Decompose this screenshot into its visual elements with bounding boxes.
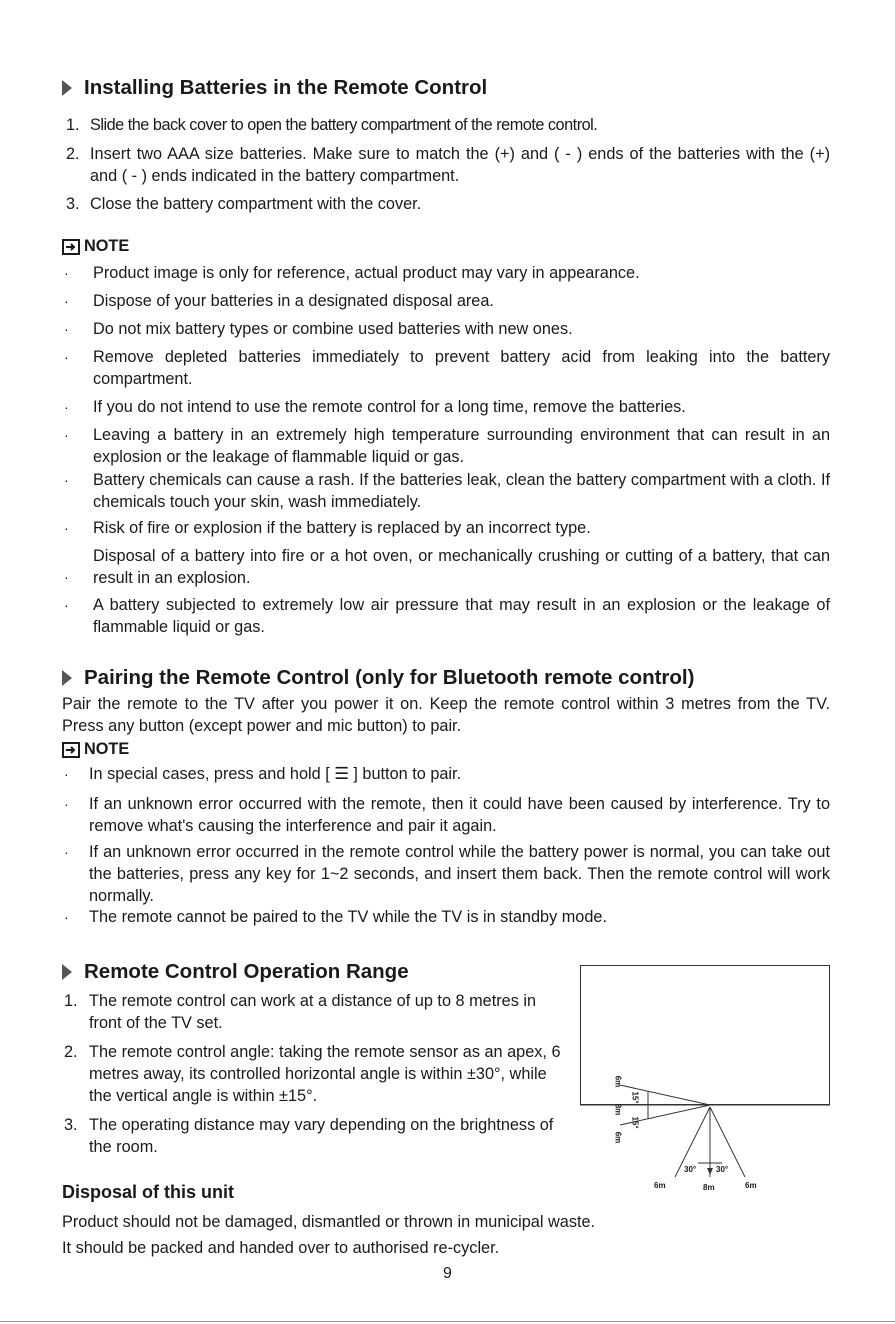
note-label: NOTE bbox=[84, 237, 130, 255]
step-number: 2. bbox=[64, 1043, 78, 1061]
distance-label: 6m bbox=[613, 1075, 623, 1088]
bullet-dot: · bbox=[64, 909, 69, 925]
arrow-bullet-icon bbox=[62, 670, 72, 686]
note-item: Dispose of your batteries in a designated disposal area. bbox=[93, 292, 494, 310]
bullet-dot: · bbox=[64, 844, 69, 860]
bullet-dot: · bbox=[64, 265, 69, 281]
step-number: 2. bbox=[66, 145, 80, 163]
bullet-dot: · bbox=[64, 597, 69, 613]
section-title: Pairing the Remote Control (only for Bluetooth remote control) bbox=[84, 666, 695, 689]
bullet-dot: · bbox=[64, 399, 69, 415]
note-item: If you do not intend to use the remote control for a long time, remove the batteries. bbox=[93, 398, 686, 416]
note-item: Product image is only for reference, actual product may vary in appearance. bbox=[93, 264, 640, 282]
step-text: The operating distance may vary depending on the brightness of the room. bbox=[89, 1116, 554, 1156]
step-number: 3. bbox=[66, 195, 80, 213]
operation-range-diagram bbox=[580, 965, 830, 1195]
note-item: Leaving a battery in an extremely high temperature surrounding environment that can result in an explosion or the leakage of flammable liquid or gas. bbox=[93, 426, 830, 466]
section-title: Remote Control Operation Range bbox=[84, 960, 409, 983]
note-item: Remove depleted batteries immediately to prevent battery acid from leaking into the battery compartment. bbox=[93, 348, 830, 388]
note-item: If an unknown error occurred in the remote control while the battery power is normal, you can take out the batteries, press any key for 1~2 seconds, and insert them back. Then the remote control will work normally. bbox=[89, 843, 830, 905]
note-item: Disposal of a battery into fire or a hot oven, or mechanically crushing or cutting of a battery, that can result in an explosion. bbox=[93, 547, 830, 587]
bullet-dot: · bbox=[64, 427, 69, 443]
bottom-divider bbox=[0, 1321, 895, 1322]
note-item: If an unknown error occurred with the remote, then it could have been caused by interference. Try to remove what's causing the interference and pair it again. bbox=[89, 795, 830, 835]
note-heading bbox=[62, 740, 129, 759]
bullet-dot: · bbox=[64, 349, 69, 365]
note-icon bbox=[62, 239, 80, 255]
disposal-line: It should be packed and handed over to authorised re-cycler. bbox=[62, 1239, 500, 1257]
step-number: 1. bbox=[64, 992, 78, 1010]
section-heading-installing-batteries bbox=[62, 76, 487, 100]
step-number: 3. bbox=[64, 1116, 78, 1134]
note-item: Do not mix battery types or combine used batteries with new ones. bbox=[93, 320, 573, 338]
note-item: A battery subjected to extremely low air pressure that may result in an explosion or the leakage of flammable liquid or gas. bbox=[93, 596, 830, 636]
pairing-intro: Pair the remote to the TV after you power it on. Keep the remote control within 3 metres from the TV. Press any button (except power and mic button) to pair. bbox=[62, 695, 830, 735]
step-number: 1. bbox=[66, 116, 80, 134]
note-heading bbox=[62, 237, 129, 256]
bullet-dot: · bbox=[64, 569, 69, 585]
distance-label: 6m bbox=[654, 1181, 666, 1190]
bullet-dot: · bbox=[64, 321, 69, 337]
bullet-dot: · bbox=[64, 766, 69, 782]
section-title: Installing Batteries in the Remote Control bbox=[84, 76, 488, 99]
page-number: 9 bbox=[443, 1265, 452, 1282]
distance-label: 6m bbox=[745, 1181, 757, 1190]
bullet-dot: · bbox=[64, 293, 69, 309]
disposal-line: Product should not be damaged, dismantled or thrown in municipal waste. bbox=[62, 1213, 596, 1231]
bullet-dot: · bbox=[64, 520, 69, 536]
angle-label: 30° bbox=[716, 1165, 729, 1174]
step-text: The remote control can work at a distance of up to 8 metres in front of the TV set. bbox=[89, 992, 537, 1032]
bullet-dot: · bbox=[64, 472, 69, 488]
section-heading-operation-range bbox=[62, 960, 409, 984]
note-label: NOTE bbox=[84, 740, 130, 758]
arrow-bullet-icon bbox=[62, 964, 72, 980]
distance-label: 6m bbox=[613, 1131, 623, 1144]
note-item: Battery chemicals can cause a rash. If the batteries leak, clean the battery compartment with a cloth. If chemicals touch your skin, wash immediately. bbox=[93, 471, 830, 511]
distance-label: 8m bbox=[703, 1183, 715, 1192]
note-item: Risk of fire or explosion if the battery is replaced by an incorrect type. bbox=[93, 519, 591, 537]
angle-label: 30° bbox=[684, 1165, 697, 1174]
step-text: Close the battery compartment with the cover. bbox=[90, 195, 422, 213]
step-text: Slide the back cover to open the battery compartment of the remote control. bbox=[90, 116, 598, 134]
section-heading-pairing bbox=[62, 666, 694, 690]
angle-label: 15° bbox=[630, 1116, 640, 1129]
note-item: The remote cannot be paired to the TV while the TV is in standby mode. bbox=[89, 908, 607, 926]
angle-label: 15° bbox=[630, 1091, 640, 1104]
disposal-heading: Disposal of this unit bbox=[62, 1182, 235, 1202]
note-icon bbox=[62, 742, 80, 758]
note-item: In special cases, press and hold [ ☰ ] button to pair. bbox=[89, 765, 462, 783]
step-text: The remote control angle: taking the remote sensor as an apex, 6 metres away, its controlled horizontal angle is within ±30°, while the vertical angle is within ±15°. bbox=[89, 1043, 561, 1105]
arrow-bullet-icon bbox=[62, 80, 72, 96]
step-text: Insert two AAA size batteries. Make sure to match the (+) and ( - ) ends of the batteries with the (+) and ( - ) ends indicated in the battery compartment. bbox=[90, 145, 830, 185]
distance-label: 8m bbox=[613, 1103, 623, 1116]
bullet-dot: · bbox=[64, 796, 69, 812]
